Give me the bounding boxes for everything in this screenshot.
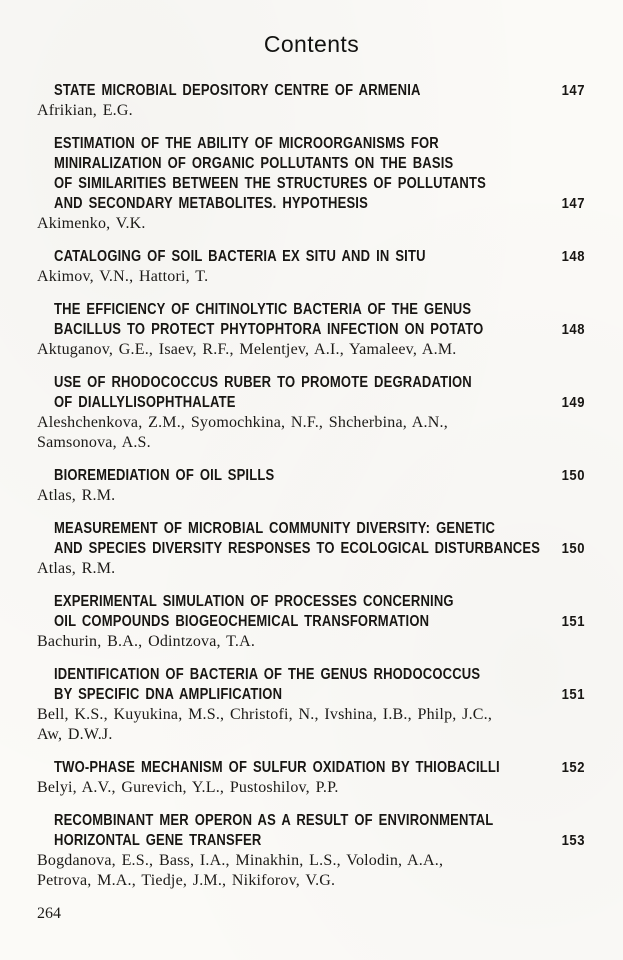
entry-title-text: BIOREMEDIATION OF OIL SPILLS bbox=[54, 467, 275, 484]
entry-authors-line: Akimov, V.N., Hattori, T. bbox=[37, 268, 209, 285]
toc-entry bbox=[37, 373, 585, 453]
toc-entry bbox=[37, 758, 585, 798]
entry-title-block bbox=[37, 665, 585, 705]
entry-authors-line: Bell, K.S., Kuyukina, M.S., Christofi, N., Ivshina, I.B., Philp, J.C., bbox=[37, 706, 493, 723]
toc-entry bbox=[37, 134, 585, 234]
entry-title-block bbox=[37, 247, 585, 267]
entry-title-line bbox=[37, 194, 585, 214]
entry-page-number: 150 bbox=[561, 541, 585, 557]
entry-title-block bbox=[37, 592, 585, 632]
entry-title-line bbox=[37, 174, 585, 194]
toc-entry bbox=[37, 665, 585, 745]
toc-entry bbox=[37, 247, 585, 287]
entry-title-line bbox=[37, 81, 585, 101]
entry-title-block bbox=[37, 758, 585, 778]
entry-authors-block bbox=[37, 214, 585, 234]
entry-title-text: EXPERIMENTAL SIMULATION OF PROCESSES CONCERNING bbox=[54, 593, 454, 610]
entry-title-line bbox=[37, 519, 585, 539]
entry-authors-line: Atlas, R.M. bbox=[37, 560, 116, 577]
entry-page-number: 149 bbox=[561, 395, 585, 411]
entry-authors-line: Atlas, R.M. bbox=[37, 487, 116, 504]
page-header bbox=[0, 0, 623, 59]
entry-title-line bbox=[37, 592, 585, 612]
entry-title-line bbox=[37, 393, 585, 413]
page-title: Contents bbox=[263, 31, 360, 57]
entry-title-line bbox=[37, 612, 585, 632]
entry-page-number: 150 bbox=[561, 468, 585, 484]
folio-page-number: 264 bbox=[37, 905, 61, 922]
entry-page-number: 152 bbox=[561, 760, 585, 776]
entry-authors-block bbox=[37, 851, 585, 891]
entry-title-text: TWO-PHASE MECHANISM OF SULFUR OXIDATION BY THIOBACILLI bbox=[54, 759, 500, 776]
entry-authors-line: Aktuganov, G.E., Isaev, R.F., Melentjev, A.I., Yamaleev, A.M. bbox=[37, 341, 457, 358]
entry-title-line bbox=[37, 665, 585, 685]
entry-title-line bbox=[37, 247, 585, 267]
toc-entry bbox=[37, 811, 585, 891]
entry-authors-block bbox=[37, 267, 585, 287]
toc-entry bbox=[37, 519, 585, 579]
entry-title-text: CATALOGING OF SOIL BACTERIA EX SITU AND IN SITU bbox=[54, 248, 426, 265]
toc-list bbox=[37, 81, 585, 891]
entry-title-text: OF SIMILARITIES BETWEEN THE STRUCTURES OF POLLUTANTS bbox=[54, 175, 486, 192]
entry-authors-line: Bogdanova, E.S., Bass, I.A., Minakhin, L.S., Volodin, A.A., bbox=[37, 852, 444, 869]
entry-title-line bbox=[37, 811, 585, 831]
entry-page-number: 151 bbox=[561, 687, 585, 703]
entry-title-line bbox=[37, 685, 585, 705]
entry-authors-line: Petrova, M.A., Tiedje, J.M., Nikiforov, V.G. bbox=[37, 872, 336, 889]
entry-title-line bbox=[37, 134, 585, 154]
entry-title-line bbox=[37, 320, 585, 340]
entry-authors-line: Aleshchenkova, Z.M., Syomochkina, N.F., Shcherbina, A.N., bbox=[37, 414, 448, 431]
toc-entry bbox=[37, 592, 585, 652]
entry-authors-line: Aw, D.W.J. bbox=[37, 726, 113, 743]
entry-title-text: STATE MICROBIAL DEPOSITORY CENTRE OF ARMENIA bbox=[54, 82, 421, 99]
entry-page-number: 153 bbox=[561, 833, 585, 849]
entry-authors-line: Bachurin, B.A., Odintzova, T.A. bbox=[37, 633, 256, 650]
entry-title-text: HORIZONTAL GENE TRANSFER bbox=[54, 832, 262, 849]
entry-authors-line: Samsonova, A.S. bbox=[37, 434, 151, 451]
entry-title-text: ESTIMATION OF THE ABILITY OF MICROORGANISMS FOR bbox=[54, 135, 439, 152]
entry-title-line bbox=[37, 831, 585, 851]
entry-title-block bbox=[37, 134, 585, 214]
entry-authors-block bbox=[37, 340, 585, 360]
toc-entry bbox=[37, 81, 585, 121]
entry-title-text: OIL COMPOUNDS BIOGEOCHEMICAL TRANSFORMATION bbox=[54, 613, 430, 630]
entry-title-line bbox=[37, 758, 585, 778]
entry-authors-block bbox=[37, 778, 585, 798]
entry-title-block bbox=[37, 811, 585, 851]
entry-title-text: MINIRALIZATION OF ORGANIC POLLUTANTS ON THE BASIS bbox=[54, 155, 454, 172]
entry-title-block bbox=[37, 373, 585, 413]
entry-page-number: 151 bbox=[561, 614, 585, 630]
entry-authors-block bbox=[37, 486, 585, 506]
entry-authors-block bbox=[37, 705, 585, 745]
entry-title-line bbox=[37, 373, 585, 393]
entry-title-text: USE OF RHODOCOCCUS RUBER TO PROMOTE DEGRADATION bbox=[54, 374, 472, 391]
entry-title-line bbox=[37, 466, 585, 486]
entry-page-number: 148 bbox=[561, 249, 585, 265]
entry-title-block bbox=[37, 81, 585, 101]
entry-title-text: AND SPECIES DIVERSITY RESPONSES TO ECOLOGICAL DISTURBANCES bbox=[54, 540, 541, 557]
entry-authors-block bbox=[37, 413, 585, 453]
toc-entry bbox=[37, 300, 585, 360]
entry-page-number: 147 bbox=[561, 196, 585, 212]
entry-title-block bbox=[37, 466, 585, 486]
toc-entry bbox=[37, 466, 585, 506]
entry-page-number: 148 bbox=[561, 322, 585, 338]
entry-title-text: BY SPECIFIC DNA AMPLIFICATION bbox=[54, 686, 283, 703]
entry-page-number: 147 bbox=[561, 83, 585, 99]
entry-title-text: IDENTIFICATION OF BACTERIA OF THE GENUS RHODOCOCCUS bbox=[54, 666, 481, 683]
entry-title-text: OF DIALLYLISOPHTHALATE bbox=[54, 394, 236, 411]
entry-authors-block bbox=[37, 559, 585, 579]
entry-title-text: MEASUREMENT OF MICROBIAL COMMUNITY DIVERSITY: GENETIC bbox=[54, 520, 496, 537]
entry-title-line bbox=[37, 539, 585, 559]
entry-title-block bbox=[37, 300, 585, 340]
entry-title-line bbox=[37, 154, 585, 174]
entry-authors-block bbox=[37, 632, 585, 652]
entry-title-block bbox=[37, 519, 585, 559]
entry-title-line bbox=[37, 300, 585, 320]
entry-authors-block bbox=[37, 101, 585, 121]
entry-title-text: RECOMBINANT MER OPERON AS A RESULT OF ENVIRONMENTAL bbox=[54, 812, 494, 829]
entry-title-text: BACILLUS TO PROTECT PHYTOPHTORA INFECTION ON POTATO bbox=[54, 321, 484, 338]
entry-title-text: THE EFFICIENCY OF CHITINOLYTIC BACTERIA OF THE GENUS bbox=[54, 301, 472, 318]
entry-title-text: AND SECONDARY METABOLITES. HYPOTHESIS bbox=[54, 195, 368, 212]
entry-authors-line: Afrikian, E.G. bbox=[37, 102, 133, 119]
entry-authors-line: Akimenko, V.K. bbox=[37, 215, 146, 232]
entry-authors-line: Belyi, A.V., Gurevich, Y.L., Pustoshilov, P.P. bbox=[37, 779, 339, 796]
